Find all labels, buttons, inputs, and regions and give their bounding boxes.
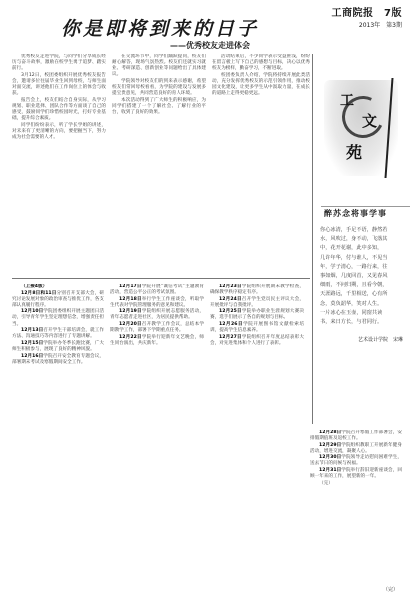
chronicle-entry: 12月8日和11日分别召开支部大会，研究讨论发展对象的政治审查与推优工作，各支部认真履行程序。 (12, 290, 104, 308)
logo-char: 工 (340, 93, 354, 109)
page-end-mark: （完） (382, 587, 398, 593)
logo-char: 苑 (346, 143, 363, 162)
poem-credit: 艺术设计学院 宋琳 (358, 337, 404, 343)
poem-line: 一片冰心在玉壶，同窗共读 (320, 309, 383, 316)
poem-line: 水，风吹过，身不动，飞落其 (320, 236, 388, 243)
poem-line: 书，来日方长，与君同行。 (320, 319, 383, 326)
issue-number: 2013年 第3期 (358, 22, 402, 29)
chronicle-entry: 12月29日学院组织教职工开展新年健身活动，增进交流，凝聚人心。 (310, 442, 402, 454)
poem-line: 念，莫负韶华，笑对人生。 (320, 300, 383, 307)
chronicle-entry: （上接4版） (21, 284, 48, 289)
column-lower-1 (12, 284, 104, 584)
chronicle-entry: 12月16日学院召开安全教育专题会议，部署期末考试及寒假期间安全工作。 (12, 353, 104, 365)
chronicle-entry: 12月24日召开学生党员民主评议大会，开展批评与自我批评。 (210, 296, 304, 308)
chronicle-entry: 12月19日学院组织开展志愿服务活动，青年志愿者走进社区，为居民提供帮助。 (110, 309, 204, 321)
paragraph: 学院领导对校友们的到来表示感谢，希望校友们常回母校看看，为学院的建设与发展多提宝贵意见，共同营造良好的育人环境。 (112, 78, 206, 97)
paragraph: 在交流环节中，同学们踊跃提问，校友们耐心解答，现场气氛热烈。校友们还就实习就业、考研深造、创新创业等问题给出了具体建议。 (112, 54, 206, 78)
column-top-left (12, 54, 106, 274)
paper-name: 工商院报 7版 (331, 8, 402, 19)
paragraph: 活动结束后，不少同学表示受益匪浅，纷纷在留言板上写下自己的感想与目标，决心以优秀校友为榜样，勤奋学习，不断进取。 (212, 54, 310, 72)
poem-line: 天涯路远，千里相送，心有所 (320, 291, 388, 298)
article-subtitle: ——优秀校友走进体会 (170, 41, 250, 50)
poem-body (320, 226, 406, 327)
chronicle-entry: 12月10日学院团委组织开展主题团日活动，引导青年学生坚定理想信念，增强责任担当。 (12, 309, 104, 327)
paragraph: 3月12日，校团委组织开展优秀校友报告会，邀请多位往届毕业生回到母校，与师生面对面交流，讲述他们在工作岗位上的体会与收获。 (12, 72, 106, 97)
chronicle-entry: 12月30日学院领导走访慰问困难学生，送去节日的问候与祝福。 (310, 455, 402, 467)
sidebar (318, 70, 404, 190)
paragraph: 本次活动得到了广大师生的积极响应，为同学们搭建了一个了解社会、了解行业的平台，收到了良好的效果。 (112, 97, 206, 115)
chronicle-entry: 12月27日学院组织召开年度总结表彰大会，对先进集体和个人进行了表彰。 (210, 334, 304, 346)
sidebar-divider (312, 54, 313, 424)
chronicle-entry: 12月31日学院举行辞旧迎新座谈会，回顾一年来的工作，展望新的一年。 (310, 468, 402, 480)
chronicle-entry: 12月15日学院举办冬季长跑比赛，广大师生积极参与，展现了良好的精神风貌。 (12, 340, 104, 352)
masthead (332, 4, 402, 29)
section-divider (12, 278, 310, 279)
poem-line: 中，花开花谢，此中多知， (320, 245, 383, 252)
chronicle-entry: 12月13日召开学生干部培训会，就工作方法、沟通技巧等内容进行了专题讲解。 (12, 328, 104, 340)
column-top-right (212, 54, 310, 274)
chronicle-entry: 12月20日召开教学工作会议，总结本学期教学工作，部署下学期重点任务。 (110, 322, 204, 334)
logo-char: 文 (362, 112, 378, 130)
poem-title: 醉苏念将事学事 (324, 209, 387, 218)
poem-line: 你心冰清，手足不语，静然若 (320, 227, 388, 233)
poem-line: 细雨，不问归期，且看今朝， (320, 282, 388, 289)
column-lower-4 (310, 430, 402, 584)
column-top-mid (112, 54, 206, 274)
chronicle-entry: 12月28日学院召开寒假工作部署会，安排假期值班及返校工作。 (310, 430, 402, 442)
column-lower-2 (110, 284, 204, 584)
chronicle-entry: 12月25日学院举办职业生涯规划大赛决赛，选手们展示了各自的规划与目标。 (210, 309, 304, 321)
article-title: 你是即将到来的日子 (60, 18, 259, 40)
poem-line: 几许年华，付与谁人，不见当 (320, 254, 388, 261)
column-logo-art (318, 70, 404, 190)
paragraph: 优秀校友走进学院，与同学们分享成长经历与奋斗故事，激励在校学生勇于追梦、踏实前行。 (12, 54, 106, 72)
chronicle-entry: 12月18日举行学生工作座谈会，听取学生代表对学院管理服务的意见和建议。 (110, 296, 204, 308)
column-lower-3 (210, 284, 304, 584)
chronicle-entry: （完） (319, 480, 333, 486)
chronicle-entry: 12月23日学院组织开展期末教学检查，确保教学秩序稳定有序。 (210, 284, 304, 296)
paragraph: 校团委负责人介绍，学院将持续开展此类活动，充分发挥优秀校友的示范引领作用，推动校园文化建设，让更多学生从中汲取力量，在成长的道路上走得更稳更远。 (212, 72, 310, 97)
paragraph: 同学们纷纷表示，听了学长学姐的讲述，对未来有了更清晰的方向，要把握当下，努力成为社会需要的人才。 (12, 122, 106, 140)
chronicle-entry: 12月26日学院开展图书馆文献检索培训，提高学生信息素养。 (210, 322, 304, 334)
poem-line: 事如烟，几度回首，又见春风 (320, 273, 388, 280)
chronicle-entry: 12月22日学院举行迎新年文艺晚会，师生同台演出，共庆新年。 (110, 334, 204, 346)
paragraph: 报告会上，校友们结合自身实际，从学习规划、职业选择、团队合作等方面谈了自己的感受，鼓励同学们珍惜校园时光，打好专业基础，提升综合素质。 (12, 97, 106, 121)
poem-line: 年，学子清心，一路行来，往 (320, 263, 388, 270)
chronicle-entry: 12月17日学院开展“诚信考试”主题教育活动，营造公平公正的考试氛围。 (110, 284, 204, 296)
